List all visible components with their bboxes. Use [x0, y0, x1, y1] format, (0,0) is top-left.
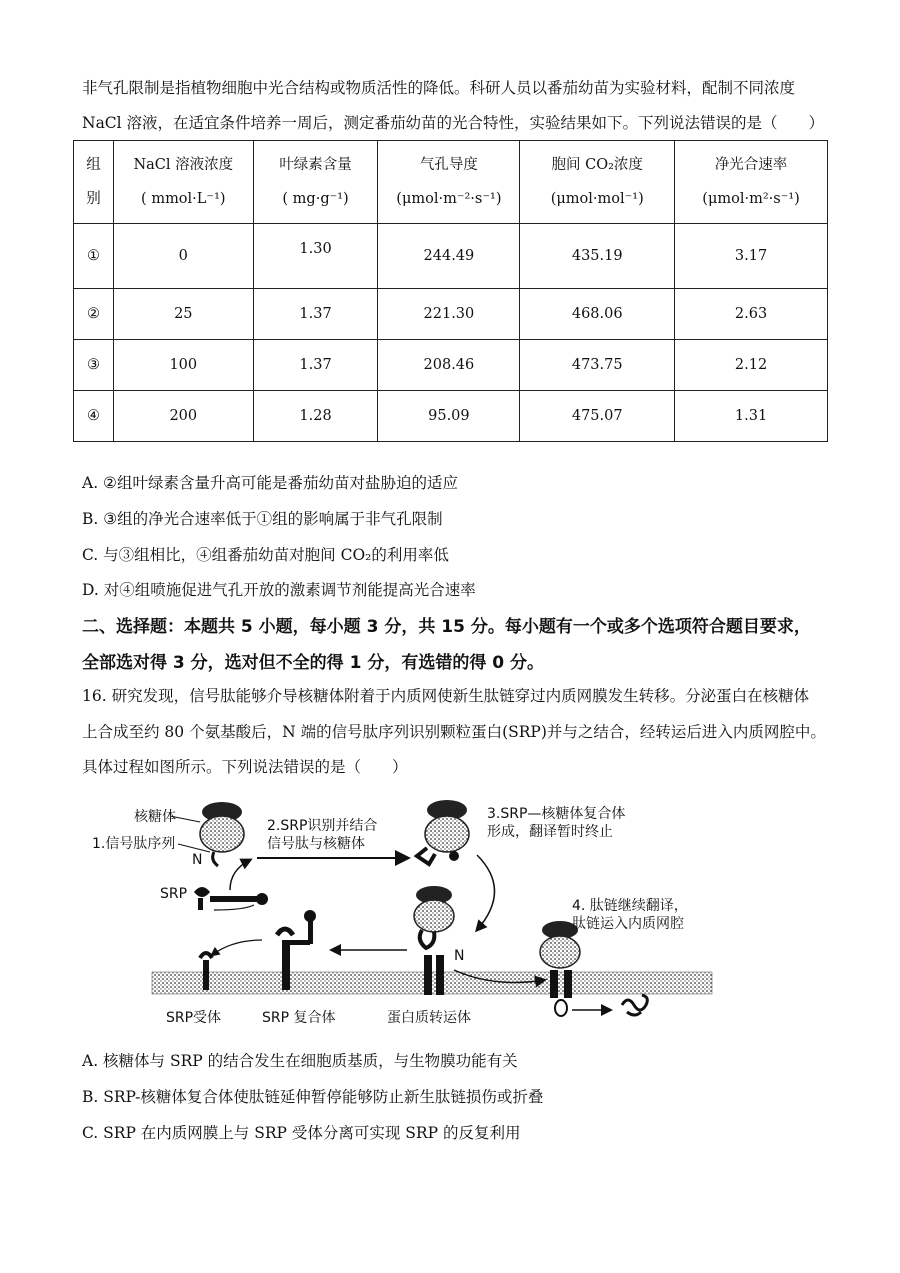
- n-terminus-label-2: N: [454, 948, 465, 964]
- ribosome-icon: [200, 802, 244, 866]
- header-photosynthesis: 净光合速率 (μmol·m²·s⁻¹): [675, 141, 828, 224]
- header-stomatal: 气孔导度 (μmol·m⁻²·s⁻¹): [378, 141, 520, 224]
- table-cell: 468.06: [520, 289, 675, 340]
- table-cell: ④: [74, 391, 114, 442]
- section-2-scoring: 全部选对得 3 分，选对但不全的得 1 分，有选错的得 0 分。: [82, 653, 544, 673]
- header-chlorophyll: 叶绿素含量 ( mg·g⁻¹): [253, 141, 378, 224]
- header-co2: 胞间 CO₂浓度 (μmol·mol⁻¹): [520, 141, 675, 224]
- srp-complex-label: SRP 复合体: [262, 1010, 336, 1026]
- step3-label-2: 形成，翻译暂时终止: [487, 824, 613, 840]
- translating-ribosome-icon: [540, 921, 580, 1016]
- table-cell: 200: [113, 391, 253, 442]
- step2-label-1: 2.SRP识别并结合: [267, 818, 378, 834]
- table-header-row: [74, 141, 828, 224]
- header-group: 组 别: [74, 141, 114, 224]
- step2-label-2: 信号肽与核糖体: [267, 836, 365, 852]
- table-cell: 3.17: [675, 224, 828, 289]
- ribosome-label: 核糖体: [134, 809, 176, 825]
- table-cell: 0: [113, 224, 253, 289]
- table-cell: ①: [74, 224, 114, 289]
- table-cell: 25: [113, 289, 253, 340]
- table-cell: 100: [113, 340, 253, 391]
- folded-peptide-icon: [622, 995, 647, 1015]
- table-row: [74, 224, 828, 289]
- q15-option-a: A. ②组叶绿素含量升高可能是番茄幼苗对盐胁迫的适应: [82, 474, 458, 492]
- q16-option-a: A. 核糖体与 SRP 的结合发生在细胞质基质，与生物膜功能有关: [82, 1052, 518, 1070]
- results-table: [73, 140, 828, 442]
- step4-label-1: 4. 肽链继续翻译，: [572, 898, 688, 914]
- q15-option-b: B. ③组的净光合速率低于①组的影响属于非气孔限制: [82, 510, 443, 528]
- q16-line-1: 16. 研究发现，信号肽能够介导核糖体附着于内质网使新生肽链穿过内质网膜发生转移。分泌蛋白在核糖体: [82, 687, 810, 705]
- table-cell: 2.63: [675, 289, 828, 340]
- table-cell: 95.09: [378, 391, 520, 442]
- table-cell: 473.75: [520, 340, 675, 391]
- table-cell: 1.31: [675, 391, 828, 442]
- q16-option-c: C. SRP 在内质网膜上与 SRP 受体分离可实现 SRP 的反复利用: [82, 1124, 521, 1142]
- translocator-label: 蛋白质转运体: [387, 1010, 471, 1026]
- step3-label-1: 3.SRP—核糖体复合体: [487, 806, 626, 822]
- table-cell: 435.19: [520, 224, 675, 289]
- table-cell: ③: [74, 340, 114, 391]
- q16-option-b: B. SRP-核糖体复合体使肽链延伸暂停能够防止新生肽链损伤或折叠: [82, 1088, 544, 1106]
- table-cell: 2.12: [675, 340, 828, 391]
- section-2-heading: 二、选择题：本题共 5 小题，每小题 3 分，共 15 分。每小题有一个或多个选项符合题目要求，: [82, 617, 811, 637]
- signal-seq-label: 1.信号肽序列: [92, 836, 176, 852]
- table-row: [74, 340, 828, 391]
- intro-line-1: 非气孔限制是指植物细胞中光合结构或物质活性的降低。科研人员以番茄幼苗为实验材料，配制不同浓度: [82, 79, 796, 97]
- n-terminus-label: N: [192, 852, 203, 868]
- srp-label: SRP: [160, 886, 188, 902]
- table-cell: 244.49: [378, 224, 520, 289]
- table-cell: 1.30: [253, 224, 378, 289]
- srp-receptor-label: SRP受体: [166, 1010, 222, 1026]
- q16-line-3: 具体过程如图所示。下列说法错误的是（ ）: [82, 758, 408, 776]
- table-cell: 1.37: [253, 289, 378, 340]
- table-cell: 1.28: [253, 391, 378, 442]
- table-cell: 1.37: [253, 340, 378, 391]
- table-cell: 208.46: [378, 340, 520, 391]
- q15-option-c: C. 与③组相比，④组番茄幼苗对胞间 CO₂的利用率低: [82, 546, 449, 564]
- srp-ribosome-complex-icon: [417, 800, 469, 864]
- table-row: [74, 391, 828, 442]
- table-cell: ②: [74, 289, 114, 340]
- srp-pathway-diagram: [82, 790, 722, 1040]
- step4-label-2: 肽链运入内质网腔: [572, 916, 684, 932]
- table-cell: 221.30: [378, 289, 520, 340]
- q16-line-2: 上合成至约 80 个氨基酸后，N 端的信号肽序列识别颗粒蛋白(SRP)并与之结合，经转运后进入内质网腔中。: [82, 723, 826, 741]
- table-cell: 475.07: [520, 391, 675, 442]
- table-row: [74, 289, 828, 340]
- intro-line-2: NaCl 溶液，在适宜条件培养一周后，测定番茄幼苗的光合特性，实验结果如下。下列说法错误的是（ ）: [82, 114, 825, 132]
- srp-icon: [194, 887, 268, 910]
- header-nacl: NaCl 溶液浓度 ( mmol·L⁻¹): [113, 141, 253, 224]
- q15-option-d: D. 对④组喷施促进气孔开放的激素调节剂能提高光合速率: [82, 581, 476, 599]
